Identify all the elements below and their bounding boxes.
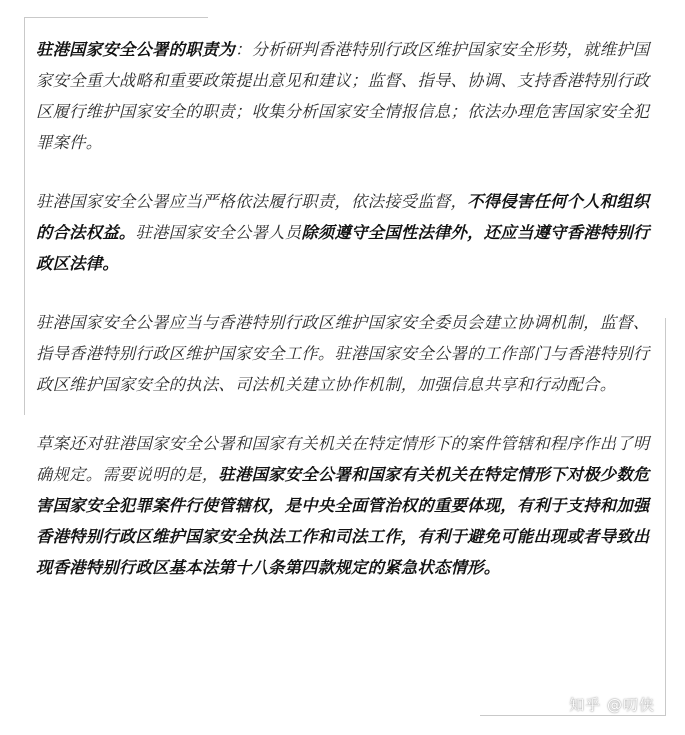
paragraph-supervision xyxy=(36,186,664,279)
paragraph-jurisdiction xyxy=(36,428,664,583)
frame-top-rule xyxy=(24,17,208,18)
paragraph-run: 驻港国家安全公署应当严格依法履行职责，依法接受监督， xyxy=(36,192,468,211)
paragraph-coordination xyxy=(36,307,664,400)
paragraph-run: 驻港国家安全公署的职责为 xyxy=(36,40,235,59)
frame-left-rule xyxy=(24,17,25,415)
paragraph-run: 草案还对驻港国家安全公署和国家有关机关在特定情形下的案件管辖和程序作出了明确规定。需要说明的是， xyxy=(36,434,650,484)
article-body xyxy=(36,34,664,611)
paragraph-run: 不得侵害任何个人和组织的合法权益。 xyxy=(36,192,650,242)
paragraph-run: 驻港国家安全公署和国家有关机关在特定情形下对极少数危害国家安全犯罪案件行使管辖权，是中央全面管治权的重要体现，有利于支持和加强香港特别行政区维护国家安全执法工作和司法工作，有利于避免可能出现或者导致出现香港特别行政区基本法第十八条第四款规定的紧急状态情形。 xyxy=(36,465,650,577)
watermark: 知乎 @叨侠 xyxy=(569,696,655,714)
paragraph-run: ：分析研判香港特别行政区维护国家安全形势，就维护国家安全重大战略和重要政策提出意见和建议；监督、指导、协调、支持香港特别行政区履行维护国家安全的职责；收集分析国家安全情报信息；依法办理危害国家安全犯罪案件。 xyxy=(36,40,650,152)
frame-bottom-rule xyxy=(480,715,666,716)
paragraph-run: 除须遵守全国性法律外，还应当遵守香港特别行政区法律。 xyxy=(36,223,650,273)
paragraph-run: 驻港国家安全公署应当与香港特别行政区维护国家安全委员会建立协调机制，监督、指导香港特别行政区维护国家安全工作。驻港国家安全公署的工作部门与香港特别行政区维护国家安全的执法、司法机关建立协作机制，加强信息共享和行动配合。 xyxy=(36,313,650,394)
paragraph-run: 驻港国家安全公署人员 xyxy=(135,223,302,242)
paragraph-duties xyxy=(36,34,664,158)
frame-right-rule xyxy=(665,318,666,716)
